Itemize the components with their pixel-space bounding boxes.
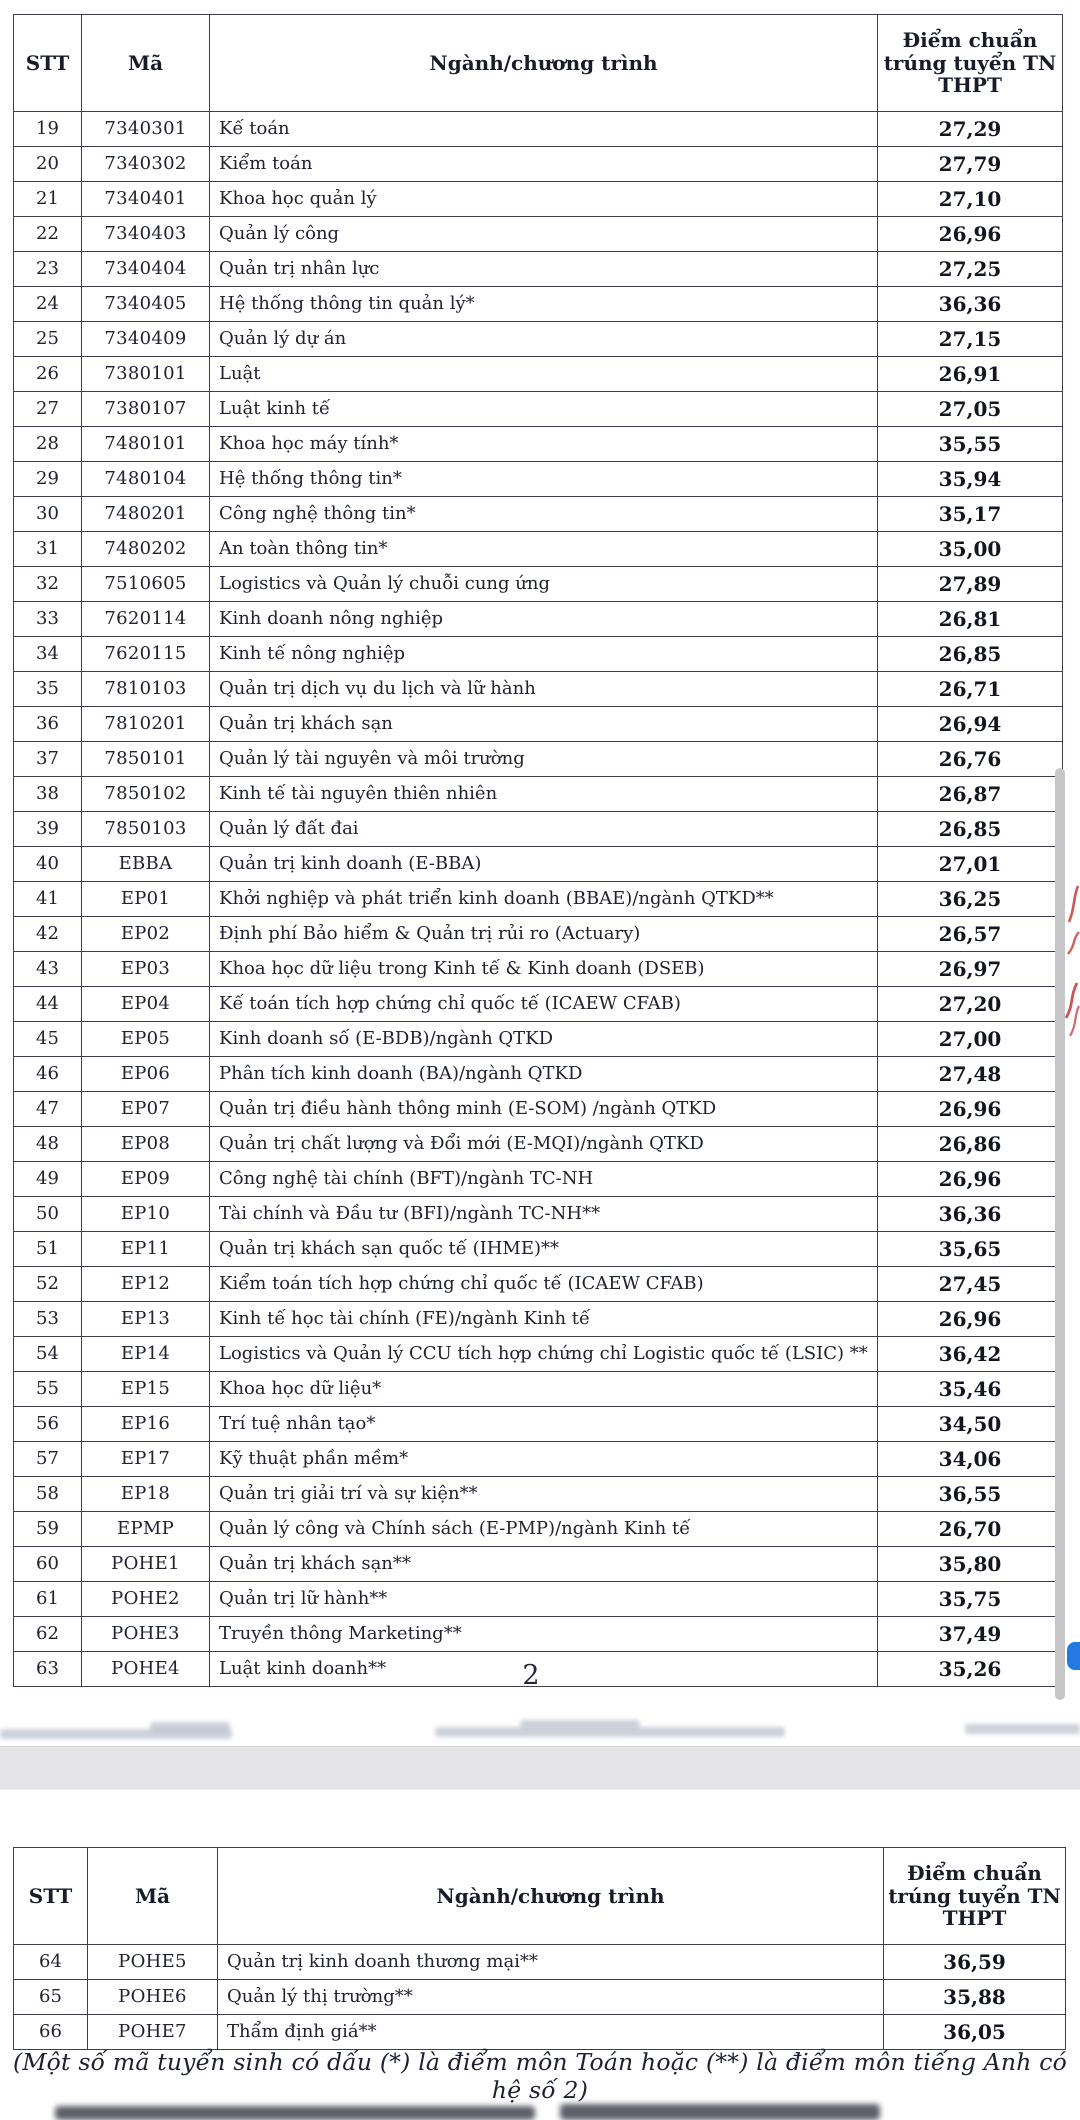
major-code-cell: 7340403: [82, 217, 210, 252]
major-code-cell: EP09: [82, 1162, 210, 1197]
row-number-cell: 59: [14, 1512, 82, 1547]
table-row: [14, 987, 1063, 1022]
row-number-cell: 40: [14, 847, 82, 882]
admission-score-table-page3: [13, 1847, 1066, 2050]
row-number-cell: 39: [14, 812, 82, 847]
row-number-cell: 48: [14, 1127, 82, 1162]
row-number-cell: 61: [14, 1582, 82, 1617]
major-code-cell: POHE6: [88, 1980, 218, 2015]
row-number-cell: 47: [14, 1092, 82, 1127]
major-code-cell: EP02: [82, 917, 210, 952]
row-number-cell: 21: [14, 182, 82, 217]
major-name-cell: Logistics và Quản lý chuỗi cung ứng: [210, 567, 878, 602]
major-code-cell: 7620114: [82, 602, 210, 637]
table-row: [14, 1267, 1063, 1302]
score-cell: 36,59: [884, 1945, 1066, 1980]
score-cell: 27,05: [878, 392, 1063, 427]
table-row: [14, 182, 1063, 217]
row-number-cell: 28: [14, 427, 82, 462]
major-name-cell: Khoa học dữ liệu trong Kinh tế & Kinh doanh (DSEB): [210, 952, 878, 987]
major-code-cell: EP07: [82, 1092, 210, 1127]
score-cell: 35,55: [878, 427, 1063, 462]
table-row: [14, 847, 1063, 882]
table-row: [14, 567, 1063, 602]
major-name-cell: Quản trị kinh doanh thương mại**: [218, 1945, 884, 1980]
table-row: [14, 1547, 1063, 1582]
table-row: [14, 1407, 1063, 1442]
major-name-cell: Kỹ thuật phần mềm*: [210, 1442, 878, 1477]
row-number-cell: 55: [14, 1372, 82, 1407]
table-row: [14, 532, 1063, 567]
col-header-stt: STT: [14, 1848, 88, 1945]
page-number: 2: [522, 1660, 540, 1691]
table-row: [14, 742, 1063, 777]
major-code-cell: POHE4: [82, 1652, 210, 1687]
table-row: [14, 1057, 1063, 1092]
row-number-cell: 62: [14, 1617, 82, 1652]
row-number-cell: 29: [14, 462, 82, 497]
score-cell: 36,36: [878, 1197, 1063, 1232]
major-name-cell: Quản lý tài nguyên và môi trường: [210, 742, 878, 777]
major-code-cell: 7340301: [82, 112, 210, 147]
score-cell: 27,01: [878, 847, 1063, 882]
major-code-cell: EP10: [82, 1197, 210, 1232]
row-number-cell: 43: [14, 952, 82, 987]
major-code-cell: EP11: [82, 1232, 210, 1267]
row-number-cell: 19: [14, 112, 82, 147]
col-header-diem: Điểm chuẩn trúng tuyển TN THPT: [884, 1848, 1066, 1945]
row-number-cell: 23: [14, 252, 82, 287]
row-number-cell: 34: [14, 637, 82, 672]
score-cell: 35,80: [878, 1547, 1063, 1582]
table-row: [14, 427, 1063, 462]
major-code-cell: EP12: [82, 1267, 210, 1302]
table-row: [14, 917, 1063, 952]
table-row: [14, 1127, 1063, 1162]
score-cell: 35,26: [878, 1652, 1063, 1687]
row-number-cell: 52: [14, 1267, 82, 1302]
score-cell: 35,75: [878, 1582, 1063, 1617]
major-name-cell: An toàn thông tin*: [210, 532, 878, 567]
col-header-diem: Điểm chuẩn trúng tuyển TN THPT: [878, 15, 1063, 112]
table-row: [14, 672, 1063, 707]
row-number-cell: 54: [14, 1337, 82, 1372]
major-name-cell: Quản trị điều hành thông minh (E-SOM) /ngành QTKD: [210, 1092, 878, 1127]
major-code-cell: POHE5: [88, 1945, 218, 1980]
major-name-cell: Quản lý thị trường**: [218, 1980, 884, 2015]
major-code-cell: EBBA: [82, 847, 210, 882]
table-row: [14, 462, 1063, 497]
table-row: [14, 1372, 1063, 1407]
row-number-cell: 26: [14, 357, 82, 392]
row-number-cell: 27: [14, 392, 82, 427]
table-row: [14, 1092, 1063, 1127]
score-cell: 36,36: [878, 287, 1063, 322]
blue-action-button[interactable]: [1067, 1642, 1080, 1670]
score-cell: 27,20: [878, 987, 1063, 1022]
score-cell: 27,15: [878, 322, 1063, 357]
row-number-cell: 49: [14, 1162, 82, 1197]
major-code-cell: 7340405: [82, 287, 210, 322]
major-code-cell: 7480104: [82, 462, 210, 497]
major-name-cell: Tài chính và Đầu tư (BFI)/ngành TC-NH**: [210, 1197, 878, 1232]
page-gap-separator: [0, 1746, 1080, 1790]
major-code-cell: 7480101: [82, 427, 210, 462]
major-name-cell: Kinh doanh nông nghiệp: [210, 602, 878, 637]
major-code-cell: EP06: [82, 1057, 210, 1092]
table-row: [14, 112, 1063, 147]
table-row: [14, 217, 1063, 252]
score-cell: 26,94: [878, 707, 1063, 742]
major-name-cell: Quản trị giải trí và sự kiện**: [210, 1477, 878, 1512]
row-number-cell: 41: [14, 882, 82, 917]
major-name-cell: Luật: [210, 357, 878, 392]
row-number-cell: 44: [14, 987, 82, 1022]
major-code-cell: 7510605: [82, 567, 210, 602]
major-code-cell: 7480201: [82, 497, 210, 532]
table-row: [14, 287, 1063, 322]
table-row: [14, 1477, 1063, 1512]
major-code-cell: POHE2: [82, 1582, 210, 1617]
table-row: [14, 2015, 1066, 2050]
row-number-cell: 45: [14, 1022, 82, 1057]
footnote-weighting-rule: (Một số mã tuyển sinh có dấu (*) là điểm môn Toán hoặc (**) là điểm môn tiếng Anh có hệ số 2): [13, 2048, 1067, 2104]
score-cell: 26,57: [878, 917, 1063, 952]
table-row: [14, 952, 1063, 987]
major-name-cell: Luật kinh doanh**: [210, 1652, 878, 1687]
row-number-cell: 66: [14, 2015, 88, 2050]
score-cell: 26,91: [878, 357, 1063, 392]
major-name-cell: Quản lý công: [210, 217, 878, 252]
row-number-cell: 37: [14, 742, 82, 777]
major-name-cell: Quản lý đất đai: [210, 812, 878, 847]
major-name-cell: Hệ thống thông tin*: [210, 462, 878, 497]
score-cell: 26,96: [878, 1092, 1063, 1127]
major-name-cell: Khoa học máy tính*: [210, 427, 878, 462]
major-name-cell: Quản trị kinh doanh (E-BBA): [210, 847, 878, 882]
table-row: [14, 637, 1063, 672]
table-row: [14, 1582, 1063, 1617]
score-cell: 34,06: [878, 1442, 1063, 1477]
score-cell: 26,96: [878, 1162, 1063, 1197]
score-cell: 27,25: [878, 252, 1063, 287]
table-row: [14, 1162, 1063, 1197]
col-header-ma: Mã: [82, 15, 210, 112]
row-number-cell: 32: [14, 567, 82, 602]
row-number-cell: 33: [14, 602, 82, 637]
row-number-cell: 63: [14, 1652, 82, 1687]
major-code-cell: 7340404: [82, 252, 210, 287]
score-cell: 34,50: [878, 1407, 1063, 1442]
major-code-cell: POHE7: [88, 2015, 218, 2050]
major-code-cell: EP17: [82, 1442, 210, 1477]
row-number-cell: 24: [14, 287, 82, 322]
major-code-cell: EP03: [82, 952, 210, 987]
major-name-cell: Kế toán: [210, 112, 878, 147]
row-number-cell: 30: [14, 497, 82, 532]
table-row: [14, 1302, 1063, 1337]
score-cell: 27,48: [878, 1057, 1063, 1092]
major-name-cell: Kiểm toán: [210, 147, 878, 182]
score-cell: 35,00: [878, 532, 1063, 567]
major-name-cell: Quản lý dự án: [210, 322, 878, 357]
row-number-cell: 38: [14, 777, 82, 812]
major-name-cell: Kiểm toán tích hợp chứng chỉ quốc tế (ICAEW CFAB): [210, 1267, 878, 1302]
major-code-cell: 7340409: [82, 322, 210, 357]
score-cell: 36,42: [878, 1337, 1063, 1372]
major-name-cell: Kinh tế nông nghiệp: [210, 637, 878, 672]
major-code-cell: EP18: [82, 1477, 210, 1512]
row-number-cell: 46: [14, 1057, 82, 1092]
score-cell: 26,70: [878, 1512, 1063, 1547]
major-code-cell: EPMP: [82, 1512, 210, 1547]
major-name-cell: Thẩm định giá**: [218, 2015, 884, 2050]
major-name-cell: Hệ thống thông tin quản lý*: [210, 287, 878, 322]
major-code-cell: EP16: [82, 1407, 210, 1442]
row-number-cell: 42: [14, 917, 82, 952]
major-name-cell: Kế toán tích hợp chứng chỉ quốc tế (ICAEW CFAB): [210, 987, 878, 1022]
table-row: [14, 707, 1063, 742]
score-cell: 26,76: [878, 742, 1063, 777]
major-code-cell: 7340302: [82, 147, 210, 182]
table-row: [14, 777, 1063, 812]
score-cell: 26,85: [878, 812, 1063, 847]
table-row: [14, 1022, 1063, 1057]
score-cell: 26,87: [878, 777, 1063, 812]
row-number-cell: 25: [14, 322, 82, 357]
major-name-cell: Quản trị khách sạn: [210, 707, 878, 742]
score-cell: 26,81: [878, 602, 1063, 637]
major-code-cell: EP05: [82, 1022, 210, 1057]
score-cell: 26,96: [878, 1302, 1063, 1337]
score-cell: 26,85: [878, 637, 1063, 672]
major-code-cell: 7340401: [82, 182, 210, 217]
row-number-cell: 35: [14, 672, 82, 707]
major-name-cell: Quản trị dịch vụ du lịch và lữ hành: [210, 672, 878, 707]
score-cell: 27,29: [878, 112, 1063, 147]
major-name-cell: Quản trị khách sạn**: [210, 1547, 878, 1582]
score-cell: 37,49: [878, 1617, 1063, 1652]
col-header-nganh: Ngành/chương trình: [218, 1848, 884, 1945]
score-cell: 27,89: [878, 567, 1063, 602]
row-number-cell: 50: [14, 1197, 82, 1232]
row-number-cell: 58: [14, 1477, 82, 1512]
score-cell: 27,45: [878, 1267, 1063, 1302]
table-row: [14, 882, 1063, 917]
major-code-cell: EP14: [82, 1337, 210, 1372]
table-row: [14, 1945, 1066, 1980]
score-cell: 26,86: [878, 1127, 1063, 1162]
row-number-cell: 51: [14, 1232, 82, 1267]
table-row: [14, 812, 1063, 847]
major-name-cell: Truyền thông Marketing**: [210, 1617, 878, 1652]
table-row: [14, 1980, 1066, 2015]
row-number-cell: 64: [14, 1945, 88, 1980]
major-name-cell: Kinh doanh số (E-BDB)/ngành QTKD: [210, 1022, 878, 1057]
major-name-cell: Công nghệ tài chính (BFT)/ngành TC-NH: [210, 1162, 878, 1197]
major-name-cell: Trí tuệ nhân tạo*: [210, 1407, 878, 1442]
row-number-cell: 20: [14, 147, 82, 182]
major-name-cell: Quản trị khách sạn quốc tế (IHME)**: [210, 1232, 878, 1267]
score-cell: 35,94: [878, 462, 1063, 497]
major-code-cell: POHE1: [82, 1547, 210, 1582]
major-name-cell: Quản trị nhân lực: [210, 252, 878, 287]
major-code-cell: 7850102: [82, 777, 210, 812]
major-name-cell: Quản trị lữ hành**: [210, 1582, 878, 1617]
table-row: [14, 147, 1063, 182]
score-cell: 35,65: [878, 1232, 1063, 1267]
table-row: [14, 322, 1063, 357]
table-row: [14, 1337, 1063, 1372]
major-name-cell: Kinh tế tài nguyên thiên nhiên: [210, 777, 878, 812]
scrollbar-thumb[interactable]: [1055, 768, 1065, 1700]
score-cell: 27,00: [878, 1022, 1063, 1057]
score-cell: 36,55: [878, 1477, 1063, 1512]
major-code-cell: EP13: [82, 1302, 210, 1337]
table-row: [14, 392, 1063, 427]
major-name-cell: Logistics và Quản lý CCU tích hợp chứng chỉ Logistic quốc tế (LSIC) **: [210, 1337, 878, 1372]
row-number-cell: 60: [14, 1547, 82, 1582]
table-row: [14, 1442, 1063, 1477]
major-code-cell: 7850101: [82, 742, 210, 777]
major-name-cell: Kinh tế học tài chính (FE)/ngành Kinh tế: [210, 1302, 878, 1337]
score-cell: 26,71: [878, 672, 1063, 707]
major-name-cell: Công nghệ thông tin*: [210, 497, 878, 532]
table-row: [14, 1232, 1063, 1267]
major-code-cell: EP15: [82, 1372, 210, 1407]
major-code-cell: 7810201: [82, 707, 210, 742]
col-header-ma: Mã: [88, 1848, 218, 1945]
major-name-cell: Phân tích kinh doanh (BA)/ngành QTKD: [210, 1057, 878, 1092]
table-row: [14, 357, 1063, 392]
major-name-cell: Quản trị chất lượng và Đổi mới (E-MQI)/ngành QTKD: [210, 1127, 878, 1162]
major-code-cell: EP04: [82, 987, 210, 1022]
table-header-row: [14, 1848, 1066, 1945]
col-header-nganh: Ngành/chương trình: [210, 15, 878, 112]
score-cell: 26,97: [878, 952, 1063, 987]
major-code-cell: EP01: [82, 882, 210, 917]
table-row: [14, 602, 1063, 637]
major-code-cell: EP08: [82, 1127, 210, 1162]
row-number-cell: 57: [14, 1442, 82, 1477]
table-row: [14, 252, 1063, 287]
row-number-cell: 56: [14, 1407, 82, 1442]
major-code-cell: 7380107: [82, 392, 210, 427]
row-number-cell: 53: [14, 1302, 82, 1337]
score-cell: 36,05: [884, 2015, 1066, 2050]
major-name-cell: Khoa học quản lý: [210, 182, 878, 217]
table-row: [14, 497, 1063, 532]
row-number-cell: 65: [14, 1980, 88, 2015]
major-code-cell: 7810103: [82, 672, 210, 707]
score-cell: 35,17: [878, 497, 1063, 532]
major-code-cell: 7620115: [82, 637, 210, 672]
table-row: [14, 1617, 1063, 1652]
major-name-cell: Khoa học dữ liệu*: [210, 1372, 878, 1407]
major-name-cell: Luật kinh tế: [210, 392, 878, 427]
row-number-cell: 31: [14, 532, 82, 567]
table-row: [14, 1512, 1063, 1547]
score-cell: 26,96: [878, 217, 1063, 252]
row-number-cell: 36: [14, 707, 82, 742]
table-header-row: [14, 15, 1063, 112]
table-row: [14, 1197, 1063, 1232]
major-code-cell: 7850103: [82, 812, 210, 847]
score-cell: 35,46: [878, 1372, 1063, 1407]
score-cell: 35,88: [884, 1980, 1066, 2015]
score-cell: 27,79: [878, 147, 1063, 182]
major-code-cell: 7380101: [82, 357, 210, 392]
major-name-cell: Quản lý công và Chính sách (E-PMP)/ngành Kinh tế: [210, 1512, 878, 1547]
major-code-cell: POHE3: [82, 1617, 210, 1652]
major-name-cell: Khởi nghiệp và phát triển kinh doanh (BBAE)/ngành QTKD**: [210, 882, 878, 917]
score-cell: 27,10: [878, 182, 1063, 217]
admission-score-table-page2: [13, 14, 1063, 1687]
row-number-cell: 22: [14, 217, 82, 252]
major-code-cell: 7480202: [82, 532, 210, 567]
score-cell: 36,25: [878, 882, 1063, 917]
col-header-stt: STT: [14, 15, 82, 112]
major-name-cell: Định phí Bảo hiểm & Quản trị rủi ro (Actuary): [210, 917, 878, 952]
